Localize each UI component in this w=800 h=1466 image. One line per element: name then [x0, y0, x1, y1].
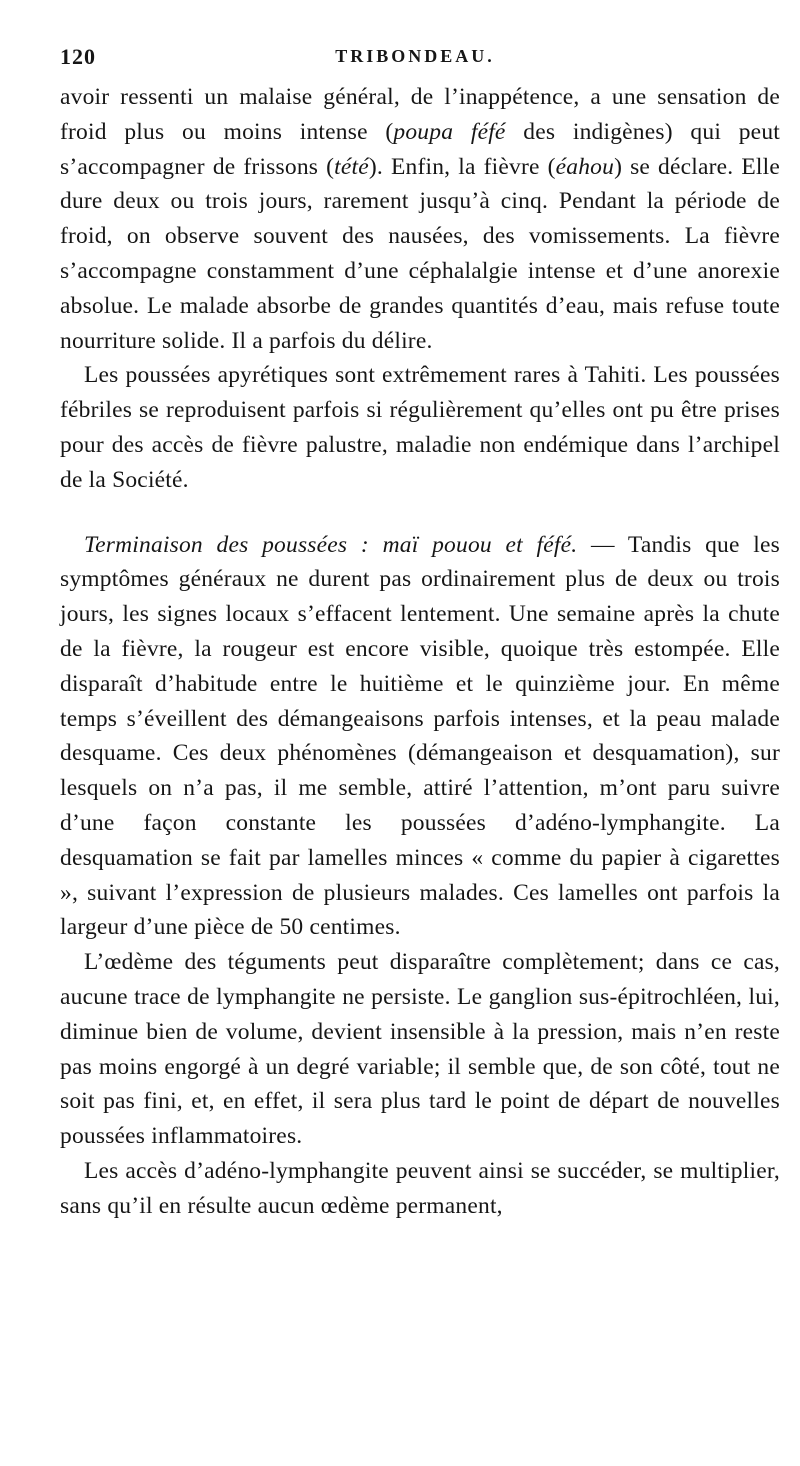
- italic-term: éahou: [555, 153, 615, 180]
- paragraph: L’œdème des téguments peut disparaître complètement; dans ce cas, aucune trace de lymphangite ne persiste. Le ganglion sus-épitrochléen, lui, diminue bien de volume, devient insensible à la pression, mais n’en reste pas moins engorgé à un degré variable; il semble que, de son côté, tout ne soit pas fini, et, en effet, il sera plus tard le point de départ de nouvelles poussées inflammatoires.: [60, 949, 780, 1150]
- running-title: TRIBONDEAU.: [335, 46, 495, 66]
- section-heading: Terminaison des poussées : maï pouou et féfé.: [84, 531, 578, 558]
- paragraph-continuation: [60, 80, 780, 358]
- text-run: des indigènes) qui peut s’accompagner de frissons (: [60, 118, 780, 180]
- text-run: avoir ressenti un malaise général, de l’inappétence, a une sensation de froid plus ou moins intense (: [60, 84, 780, 145]
- text-run: ) se déclare. Elle dure deux ou trois jours, rarement jusqu’à cinq. Pendant la période de froid, on observe souvent des nausées, des vomissements. La fièvre s’accompagne constamment d’une céphalalgie intense et d’une anorexie absolue. Le malade absorbe de grandes quantités d’eau, mais refuse toute nourriture solide. Il a parfois du délire.: [60, 153, 780, 354]
- section-paragraph: [60, 528, 780, 946]
- italic-term: tété: [334, 153, 369, 180]
- page-number: 120: [60, 44, 96, 69]
- text-run: ). Enfin, la fièvre (: [368, 153, 556, 180]
- paragraph: Les accès d’adéno-lymphangite peuvent ainsi se succéder, se multiplier, sans qu’il en résulte aucun œdème permanent,: [60, 1157, 780, 1219]
- paragraph: Les poussées apyrétiques sont extrêmement rares à Tahiti. Les poussées fébriles se reproduisent parfois si régulièrement qu’elles ont pu être prises pour des accès de fièvre palustre, maladie non endémique dans l’archipel de la Société.: [60, 362, 780, 493]
- heading-dash: —: [577, 531, 628, 558]
- text-run: Tandis que les symptômes généraux ne durent pas ordinairement plus de deux ou trois jours, les signes locaux s’effacent lentement. Une semaine après la chute de la fièvre, la rougeur est encore visible, quoique très estompée. Elle disparaît d’habitude entre le huitième et le quinzième jour. En même temps s’éveillent des démangeaisons parfois intenses, et la peau malade desquame. Ces deux phénomènes (démangeaison et desquamation), sur lesquels on n’a pas, il me semble, attiré l’attention, m’ont paru suivre d’une façon constante les poussées d’adéno-lymphangite. La desquamation se fait par lamelles minces « comme du papier à cigarettes », suivant l’expression de plusieurs malades. Ces lamelles ont parfois la largeur d’une pièce de 50 centimes.: [60, 531, 780, 941]
- italic-term: poupa féfé: [393, 118, 506, 145]
- page-header: [60, 44, 770, 74]
- text-body: [60, 80, 780, 1224]
